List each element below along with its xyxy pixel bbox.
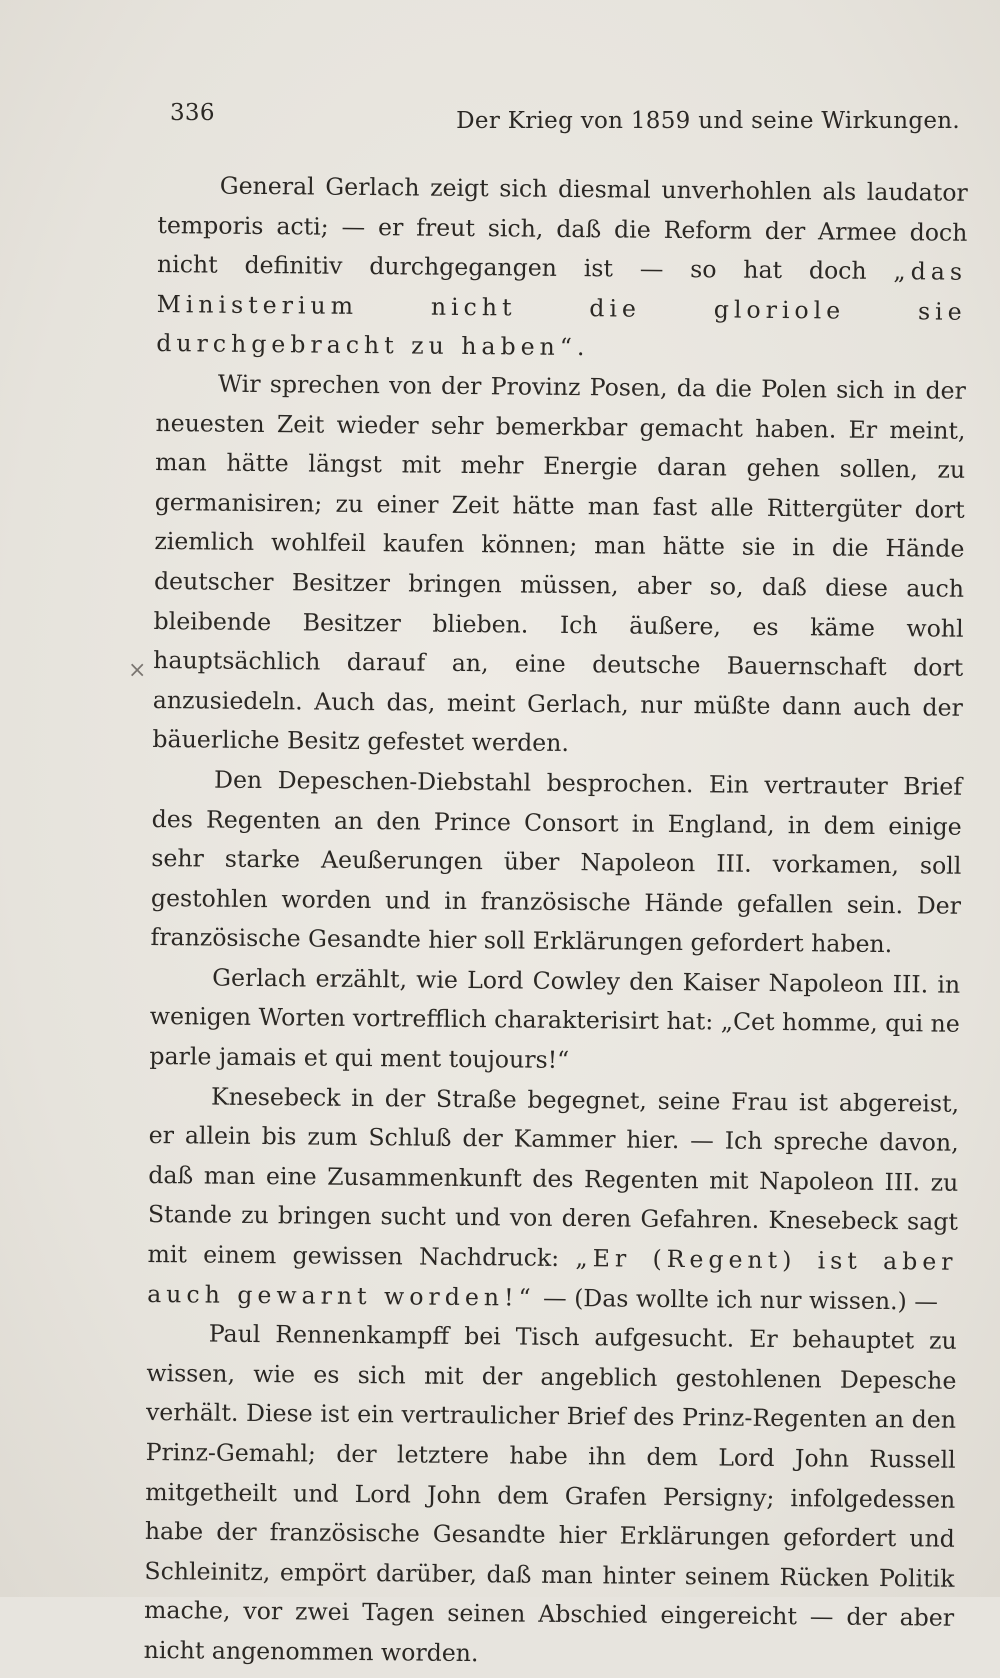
paragraph-knesebeck: [147, 1077, 959, 1322]
paragraph-text: General Gerlach zeigt sich diesmal unverhohlen als laudator temporis acti; — er freut sich, daß die Reform der Armee doch nicht definitiv durchgegangen ist — so hat doch: [156, 171, 968, 286]
spaced-quote: „das Ministerium nicht die gloriole sie durchgebracht zu haben“: [156, 257, 968, 362]
paragraph-text: Knesebeck in der Straße begegnet, seine Frau ist abgereist, er allein bis zum Schluß der Kammer hier. — Ich spreche davon, daß man eine Zusammenkunft des Regenten mit Napoleon III. zu Stande zu bringen sucht und von deren Gefahren. Knesebeck sagt mit einem gewissen Nachdruck:: [147, 1082, 960, 1273]
page-number: 336: [170, 100, 215, 126]
paragraph-text: — (Das wollte ich nur wissen.) —: [535, 1283, 939, 1316]
spaced-quote: „Er (Regent) ist aber auch gewarnt worden!“: [147, 1244, 958, 1312]
margin-mark: ×: [128, 658, 147, 683]
paragraph-gerlach-reform: [156, 166, 968, 372]
paragraph-depeschen: Den Depeschen-Diebstahl besprochen. Ein vertrauter Brief des Regenten an den Prince Consort in England, in dem einige sehr starke Aeußerungen über Napoleon III. vorkamen, soll gestohlen worden und in französische Hände gefallen sein. Der französische Gesandte hier soll Erklärungen gefordert haben.: [150, 765, 963, 959]
running-title: Der Krieg von 1859 und seine Wirkungen.: [456, 108, 960, 134]
paragraph-rennenkampff: Paul Rennenkampff bei Tisch aufgesucht. Er behauptet zu wissen, wie es sich mit der angeblich gestohlenen Depesche verhält. Diese ist ein vertraulicher Brief des Prinz-Regenten an den Prinz-Gemahl; der letztere habe ihn dem Lord John Russell mitgetheilt und Lord John dem Grafen Persigny; infolgedessen habe der französische Gesandte hier Erklärungen gefordert und Schleinitz, empört darüber, daß man hinter seinem Rücken Politik mache, vor zwei Tagen seinen Abschied eingereicht — der aber nicht angenommen worden.: [143, 1319, 957, 1668]
body-text: [144, 166, 968, 1678]
paragraph-posen: Wir sprechen von der Provinz Posen, da die Polen sich in der neuesten Zeit wieder sehr bemerkbar gemacht haben. Er meint, man hätte längst mit mehr Energie daran gehen sollen, zu germanisiren; zu einer Zeit hätte man fast alle Rittergüter dort ziemlich wohlfeil kaufen können; man hätte sie in die Hände deutscher Besitzer bringen müssen, aber so, daß diese auch bleibende Besitzer blieben. Ich äußere, es käme wohl hauptsächlich darauf an, eine deutsche Bauernschaft dort anzusiedeln. Auch das, meint Gerlach, nur müßte dann auch der bäuerliche Besitz gefestet werden.: [152, 369, 967, 758]
paragraph-cowley: Gerlach erzählt, wie Lord Cowley den Kaiser Napoleon III. in wenigen Worten vortrefflich charakterisirt hat: „Cet homme, qui ne parle jamais et qui ment toujours!“: [149, 963, 961, 1075]
paragraph-text: .: [576, 333, 585, 362]
